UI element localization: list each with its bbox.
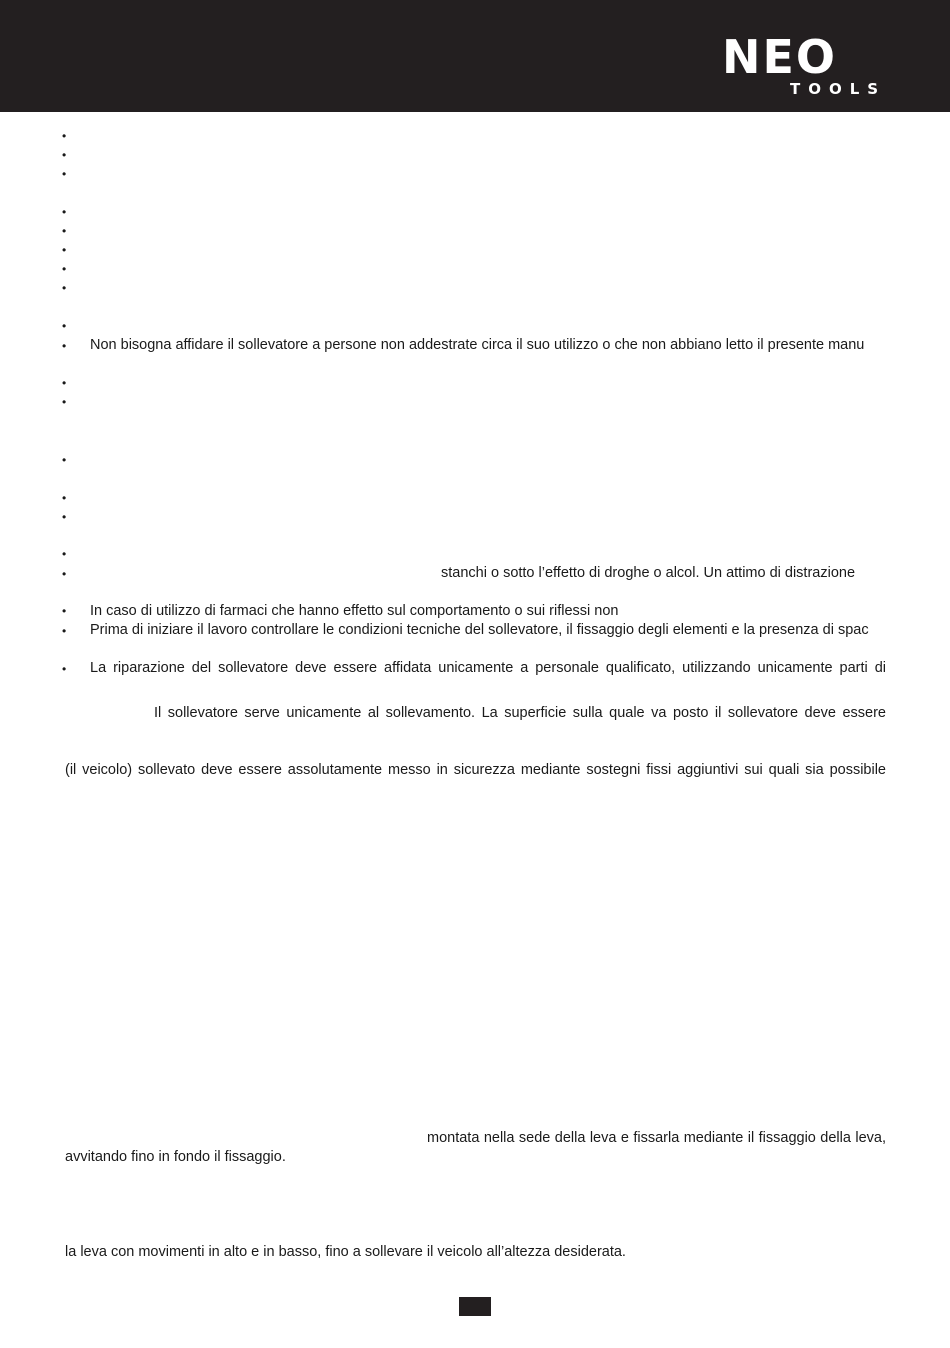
bullet-icon: •: [62, 129, 67, 143]
bullet-icon: •: [62, 662, 67, 676]
bullet-icon: •: [62, 567, 67, 581]
bullet-icon: •: [62, 491, 67, 505]
text-line: stanchi o sotto l’effetto di droghe o alcol. Un attimo di distrazione: [441, 565, 856, 581]
bullet-icon: •: [62, 453, 67, 467]
text-line: In caso di utilizzo di farmaci che hanno effetto sul comportamento o sui riflessi non: [90, 603, 619, 619]
bullet-icon: •: [62, 281, 67, 295]
bullet-icon: •: [62, 262, 67, 276]
bullet-icon: •: [62, 167, 67, 181]
text-line: Il sollevatore serve unicamente al sollevamento. La superficie sulla quale va posto il sollevatore deve essere: [154, 705, 886, 721]
bullet-icon: •: [62, 604, 67, 618]
logo-sub-text: TOOLS: [790, 80, 887, 98]
bullet-icon: •: [62, 376, 67, 390]
bullet-icon: •: [62, 319, 67, 333]
text-line: La riparazione del sollevatore deve essere affidata unicamente a personale qualificato, utilizzando unicamente parti di: [90, 660, 886, 676]
text-line: avvitando fino in fondo il fissaggio.: [65, 1149, 286, 1165]
bullet-icon: •: [62, 395, 67, 409]
bullet-icon: •: [62, 510, 67, 524]
bullet-icon: •: [62, 547, 67, 561]
text-line: (il veicolo) sollevato deve essere assolutamente messo in sicurezza mediante sostegni fissi aggiuntivi sui quali sia possibile: [65, 762, 886, 778]
bullet-icon: •: [62, 148, 67, 162]
page-header: [0, 0, 950, 112]
logo-main-text: NEO: [722, 30, 838, 84]
bullet-icon: •: [62, 224, 67, 238]
neo-tools-logo: [722, 30, 887, 100]
bullet-icon: •: [62, 205, 67, 219]
text-line: montata nella sede della leva e fissarla mediante il fissaggio della leva,: [427, 1130, 886, 1146]
bullet-icon: •: [62, 624, 67, 638]
text-line: Prima di iniziare il lavoro controllare le condizioni tecniche del sollevatore, il fissaggio degli elementi e la presenza di spac: [90, 622, 869, 638]
page-number-box: [459, 1297, 491, 1316]
bullet-icon: •: [62, 339, 67, 353]
bullet-icon: •: [62, 243, 67, 257]
text-line: la leva con movimenti in alto e in basso, fino a sollevare il veicolo all’altezza desiderata.: [65, 1244, 626, 1260]
text-line: Non bisogna affidare il sollevatore a persone non addestrate circa il suo utilizzo o che non abbiano letto il presente manu: [90, 337, 865, 353]
